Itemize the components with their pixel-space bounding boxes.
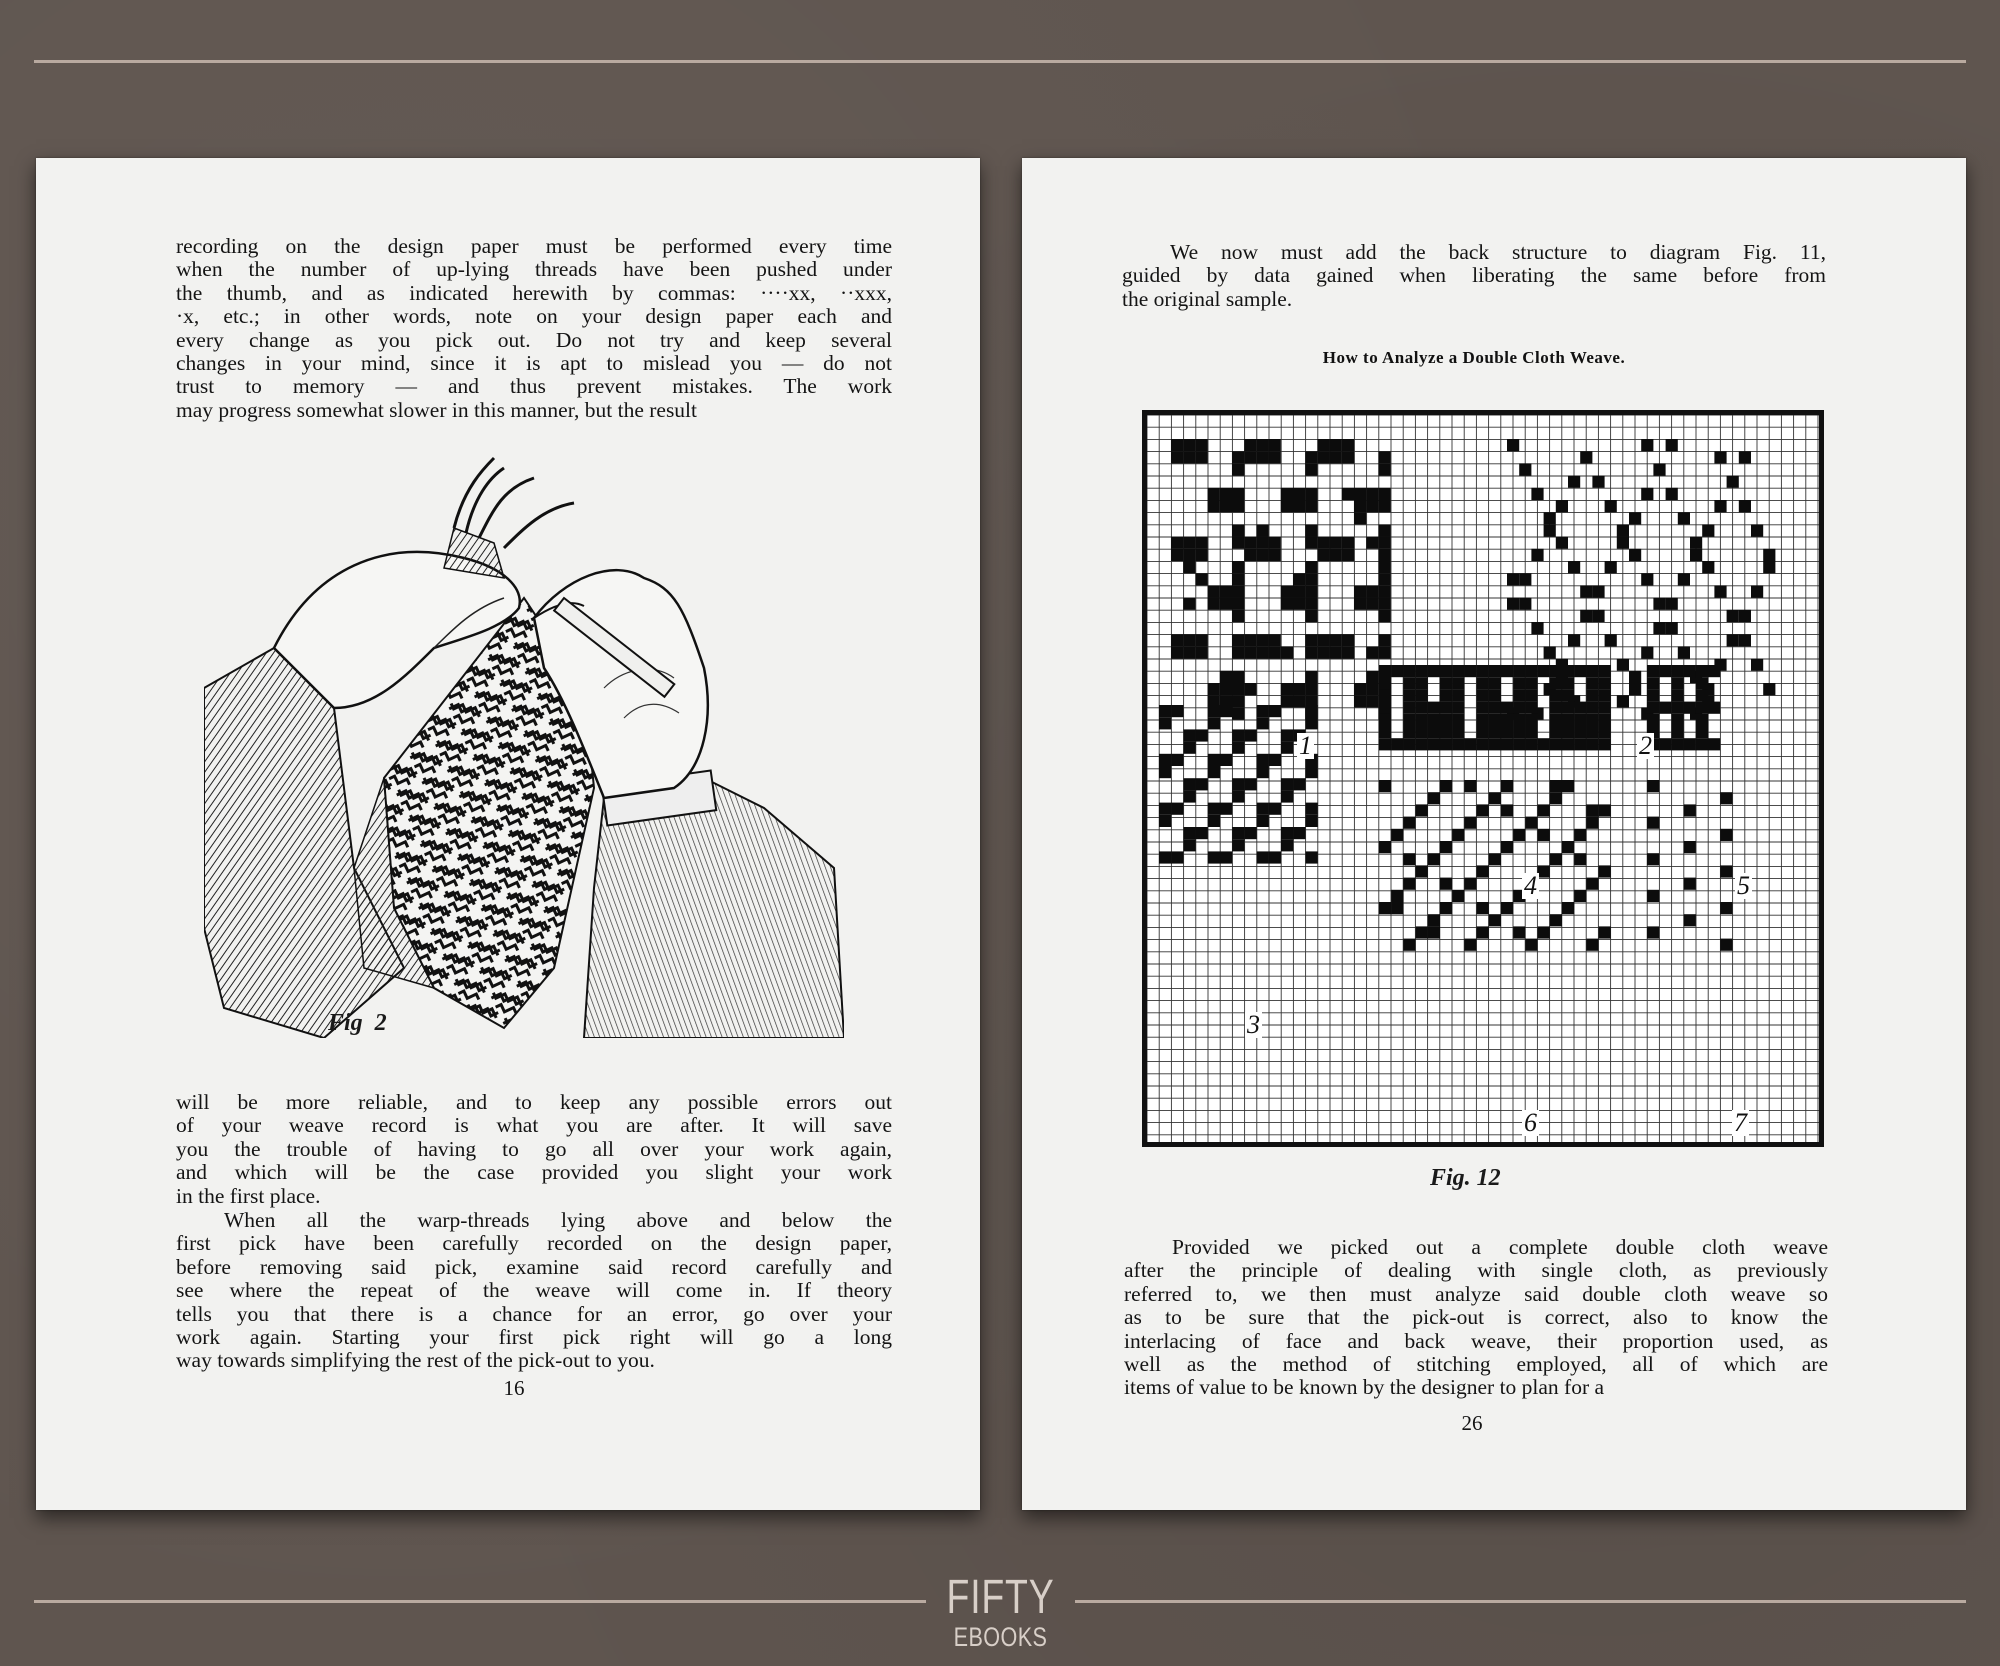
grid-label-7: 7 bbox=[1734, 1108, 1747, 1137]
text-line: every change as you pick out. Do not try and keep several bbox=[176, 327, 892, 352]
text-line: as to be sure that the pick-out is correct, also to know the bbox=[1124, 1305, 1828, 1330]
text-line: way towards simplifying the rest of the pick-out to you. bbox=[176, 1348, 655, 1373]
text-line: guided by data gained when liberating the same before from bbox=[1122, 263, 1826, 288]
text-line: tells you that there is a chance for an error, go over your bbox=[176, 1301, 892, 1326]
text-line: interlacing of face and back weave, their proportion used, as bbox=[1124, 1328, 1828, 1353]
text-line: will be more reliable, and to keep any possible errors out bbox=[176, 1090, 892, 1114]
text-line: you the trouble of having to go all over your work again, bbox=[176, 1136, 892, 1161]
grid-label-4: 4 bbox=[1524, 871, 1537, 900]
text-line: trust to memory — and thus prevent mistakes. The work bbox=[176, 374, 892, 399]
text-line: ·x, etc.; in other words, note on your design paper each and bbox=[176, 304, 892, 329]
text-line: first pick have been carefully recorded on the design paper, bbox=[176, 1231, 892, 1256]
grid-label-3: 3 bbox=[1247, 1010, 1260, 1039]
grid-label-5: 5 bbox=[1737, 871, 1750, 900]
grid-label-2: 2 bbox=[1639, 731, 1652, 760]
left-top-paragraph bbox=[176, 235, 892, 422]
left-bottom-paragraph bbox=[176, 1091, 892, 1208]
brand-line-1: FIFTY bbox=[946, 1571, 1055, 1624]
text-line: of your weave record is what you are after. It will save bbox=[176, 1113, 892, 1138]
left-figure-caption: Fig 2 bbox=[328, 1010, 387, 1036]
text-line: see where the repeat of the weave will come in. If theory bbox=[176, 1278, 892, 1303]
text-line: We now must add the back structure to diagram Fig. 11, bbox=[1170, 240, 1826, 264]
section-heading: How to Analyze a Double Cloth Weave. bbox=[1322, 348, 1626, 367]
top-rule bbox=[34, 60, 1966, 63]
bottom-rule-right bbox=[1075, 1600, 1966, 1603]
text-line: before removing said pick, examine said record carefully and bbox=[176, 1254, 892, 1279]
text-line: well as the method of stitching employed, all of which are bbox=[1124, 1352, 1828, 1377]
text-line: When all the warp-threads lying above and below the bbox=[224, 1208, 892, 1232]
text-line: the thumb, and as indicated herewith by commas: ····xx, ··xxx, bbox=[176, 280, 892, 305]
text-line: changes in your mind, since it is apt to mislead you — do not bbox=[176, 351, 892, 376]
text-line: recording on the design paper must be performed every time bbox=[176, 234, 892, 258]
hands-weaving-illustration bbox=[204, 448, 844, 1038]
text-line: referred to, we then must analyze said double cloth weave so bbox=[1124, 1281, 1828, 1306]
text-line: items of value to be known by the designer to plan for a bbox=[1124, 1375, 1605, 1400]
weave-diagram-fig12 bbox=[1142, 410, 1824, 1147]
text-line: may progress somewhat slower in this manner, but the result bbox=[176, 397, 698, 422]
text-line: after the principle of dealing with single cloth, as previously bbox=[1124, 1258, 1828, 1283]
right-bottom-paragraph bbox=[1124, 1236, 1828, 1400]
text-line: the original sample. bbox=[1122, 286, 1293, 311]
grid-label-6: 6 bbox=[1524, 1108, 1537, 1137]
left-bottom-paragraph-2 bbox=[176, 1209, 892, 1373]
bottom-rule-left bbox=[34, 1600, 926, 1603]
grid-label-1: 1 bbox=[1299, 731, 1312, 760]
text-line: Provided we picked out a complete double cloth weave bbox=[1172, 1235, 1828, 1259]
right-figure-caption: Fig. 12 bbox=[1430, 1165, 1501, 1191]
text-line: work again. Starting your first pick right will go a long bbox=[176, 1325, 892, 1350]
left-page-number: 16 bbox=[503, 1376, 525, 1400]
left-page bbox=[36, 158, 980, 1510]
right-page-number: 26 bbox=[1461, 1411, 1483, 1435]
text-line: in the first place. bbox=[176, 1183, 321, 1208]
text-line: and which will be the case provided you slight your work bbox=[176, 1160, 892, 1185]
brand-line-2: EBOOKS bbox=[953, 1622, 1048, 1652]
right-top-paragraph bbox=[1122, 241, 1826, 311]
text-line: when the number of up-lying threads have been pushed under bbox=[176, 257, 892, 282]
right-page bbox=[1022, 158, 1966, 1510]
